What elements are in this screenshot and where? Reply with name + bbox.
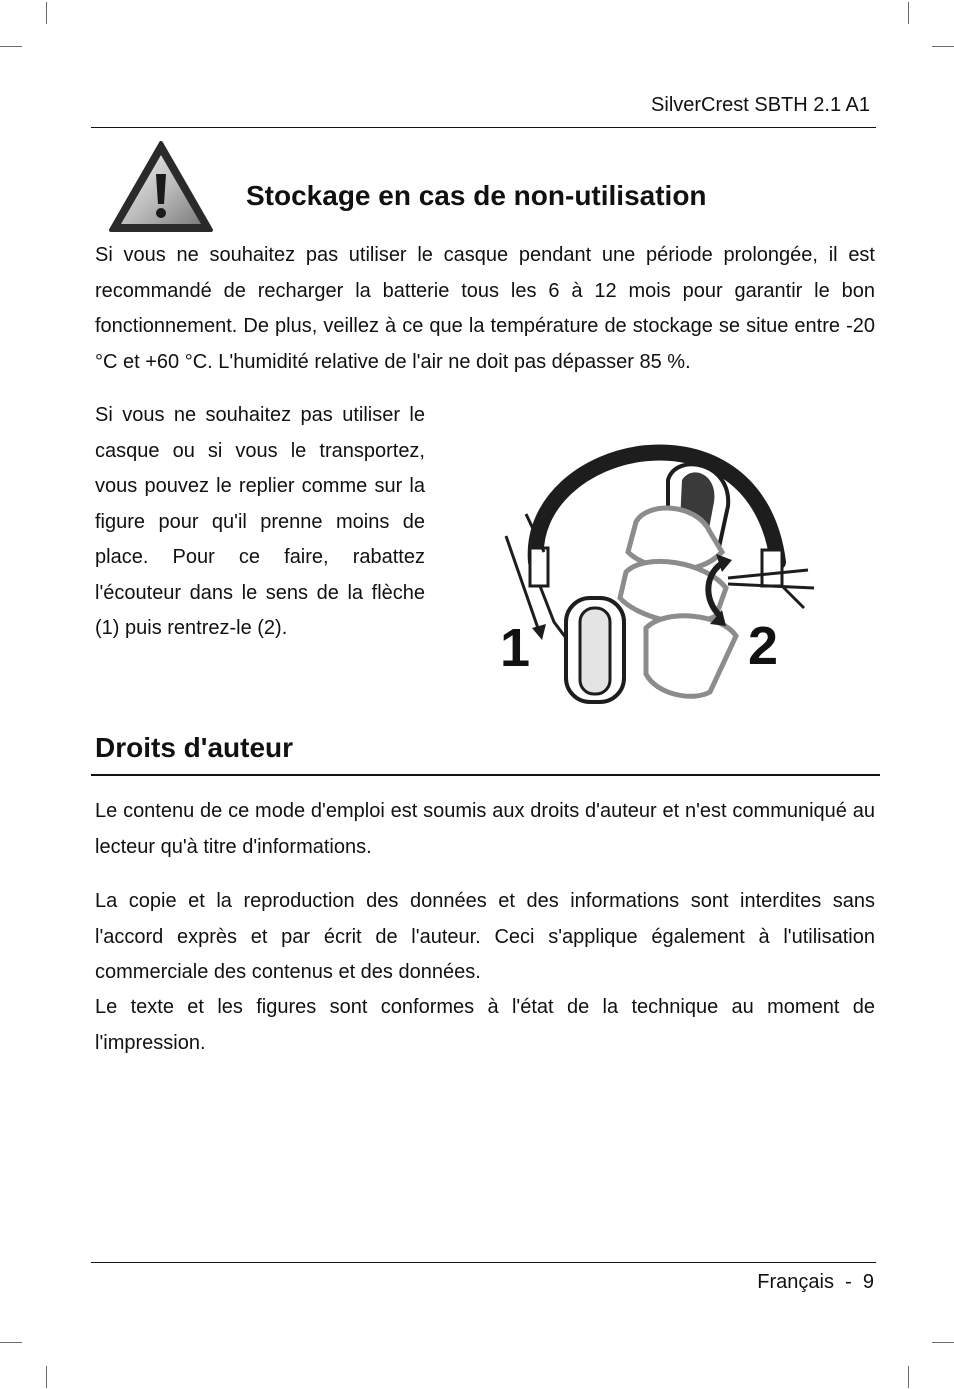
figure-step-label-1: 1 [500, 618, 531, 678]
header-product-name: SilverCrest SBTH 2.1 A1 [651, 94, 870, 116]
storage-section-title: Stockage en cas de non-utilisation [246, 180, 707, 211]
figure-step-label-2: 2 [748, 616, 779, 676]
crop-mark [0, 1342, 22, 1343]
crop-mark [908, 1366, 909, 1388]
folding-headphones-illustration [496, 402, 818, 706]
copyright-paragraph-3: Le texte et les figures sont conformes à l'état de la technique au moment de l'impression. [95, 996, 875, 1054]
footer-page-label: Français - 9 [757, 1271, 874, 1293]
folding-instructions-paragraph: Si vous ne souhaitez pas utiliser le casque ou si vous le transportez, vous pouvez le replier comme sur la figure pour qu'il prenne moins de place. Pour ce faire, rabattez l'écouteur dans le sens de la flèche (1) puis rentrez-le (2). [95, 404, 425, 639]
crop-mark [932, 46, 954, 47]
copyright-paragraph-2: La copie et la reproduction des données et des informations sont interdites sans l'accord exprès et par écrit de l'auteur. Ceci s'applique également à l'utilisation commerciale des contenus et des données. [95, 890, 875, 983]
crop-mark [932, 1342, 954, 1343]
footer-rule [91, 1262, 876, 1263]
copyright-title-rule [91, 774, 880, 776]
copyright-paragraph-1: Le contenu de ce mode d'emploi est soumis aux droits d'auteur et n'est communiqué au lecteur qu'à titre d'informations. [95, 800, 875, 858]
copyright-section-title: Droits d'auteur [95, 732, 294, 763]
crop-mark [46, 2, 47, 24]
crop-mark [908, 2, 909, 24]
crop-mark [0, 46, 22, 47]
header-rule [91, 127, 876, 128]
warning-triangle-icon [108, 140, 214, 234]
crop-mark [46, 1366, 47, 1388]
storage-paragraph: Si vous ne souhaitez pas utiliser le casque pendant une période prolongée, il est recommandé de recharger la batterie tous les 6 à 12 mois pour garantir le bon fonctionnement. De plus, veillez à ce que la température de stockage se situe entre -20 °C et +60 °C. L'humidité relative de l'air ne doit pas dépasser 85 %. [95, 244, 875, 373]
